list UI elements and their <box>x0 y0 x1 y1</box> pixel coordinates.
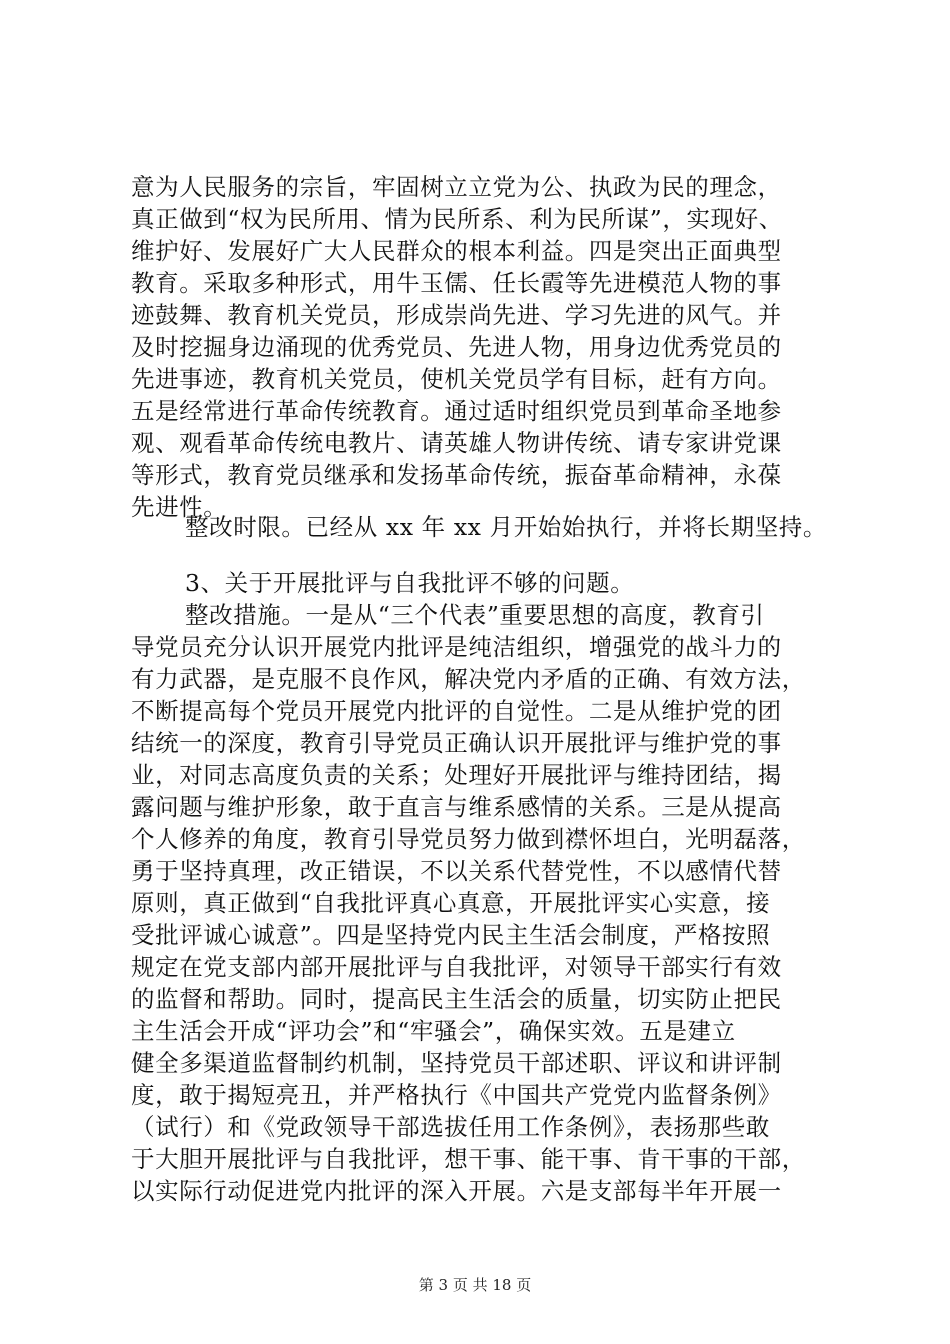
page-footer: 第 3 页 共 18 页 <box>418 1276 532 1294</box>
paragraph-line: 意为人民服务的宗旨，牢固树立立党为公、执政为民的理念， <box>131 173 782 201</box>
paragraph-line: 健全多渠道监督制约机制，坚持党员干部述职、评议和讲评制 <box>131 1049 782 1077</box>
paragraph-line: 观、观看革命传统电教片、请英雄人物讲传统、请专家讲党课 <box>131 429 782 457</box>
paragraph-line: 结统一的深度，教育引导党员正确认识开展批评与维护党的事 <box>131 729 782 757</box>
section-heading: 3、关于开展批评与自我批评不够的问题。 <box>185 569 635 597</box>
paragraph-line: 个人修养的角度，教育引导党员努力做到襟怀坦白，光明磊落， <box>131 825 806 853</box>
paragraph-line: 维护好、发展好广大人民群众的根本利益。四是突出正面典型 <box>131 237 782 265</box>
paragraph-line: 有力武器，是克服不良作风，解决党内矛盾的正确、有效方法， <box>131 665 806 693</box>
paragraph-line: 原则，真正做到“自我批评真心真意，开展批评实心实意，接 <box>131 889 771 917</box>
deadline-line: 整改时限。已经从 xx 年 xx 月开始始执行，并将长期坚持。 <box>185 513 827 541</box>
paragraph-line: 勇于坚持真理，改正错误，不以关系代替党性，不以感情代替 <box>131 857 782 885</box>
paragraph-line: 于大胆开展批评与自我批评，想干事、能干事、肯干事的干部， <box>131 1145 806 1173</box>
paragraph-line: 度，敢于揭短亮丑，并严格执行《中国共产党党内监督条例》 <box>131 1081 782 1109</box>
paragraph-line: 导党员充分认识开展党内批评是纯洁组织，增强党的战斗力的 <box>131 633 782 661</box>
paragraph-line: 迹鼓舞、教育机关党员，形成崇尚先进、学习先进的风气。并 <box>131 301 782 329</box>
paragraph-line: 主生活会开成“评功会”和“牢骚会”，确保实效。五是建立 <box>131 1017 736 1045</box>
paragraph-line: 及时挖掘身边涌现的优秀党员、先进人物，用身边优秀党员的 <box>131 333 782 361</box>
paragraph-line: （试行）和《党政领导干部选拔任用工作条例》，表扬那些敢 <box>131 1113 770 1141</box>
paragraph-line: 露问题与维护形象，敢于直言与维系感情的关系。三是从提高 <box>131 793 782 821</box>
paragraph-line: 受批评诚心诚意”。四是坚持党内民主生活会制度，严格按照 <box>131 921 771 949</box>
paragraph-line: 真正做到“权为民所用、情为民所系、利为民所谋”，实现好、 <box>131 205 783 233</box>
paragraph-line: 业，对同志高度负责的关系；处理好开展批评与维持团结，揭 <box>131 761 782 789</box>
paragraph-line: 规定在党支部内部开展批评与自我批评，对领导干部实行有效 <box>131 953 782 981</box>
paragraph-line: 先进事迹，教育机关党员，使机关党员学有目标，赶有方向。 <box>131 365 782 393</box>
paragraph-line: 的监督和帮助。同时，提高民主生活会的质量，切实防止把民 <box>131 985 782 1013</box>
paragraph-line: 教育。采取多种形式，用牛玉儒、任长霞等先进模范人物的事 <box>131 269 782 297</box>
paragraph-line: 不断提高每个党员开展党内批评的自觉性。二是从维护党的团 <box>131 697 782 725</box>
paragraph-line: 以实际行动促进党内批评的深入开展。六是支部每半年开展一 <box>131 1177 782 1205</box>
paragraph-line: 整改措施。一是从“三个代表”重要思想的高度，教育引 <box>185 601 765 629</box>
paragraph-line: 五是经常进行革命传统教育。通过适时组织党员到革命圣地参 <box>131 397 782 425</box>
paragraph-line: 先进性。 <box>131 493 228 521</box>
paragraph-line: 等形式，教育党员继承和发扬革命传统，振奋革命精神，永葆 <box>131 461 782 489</box>
